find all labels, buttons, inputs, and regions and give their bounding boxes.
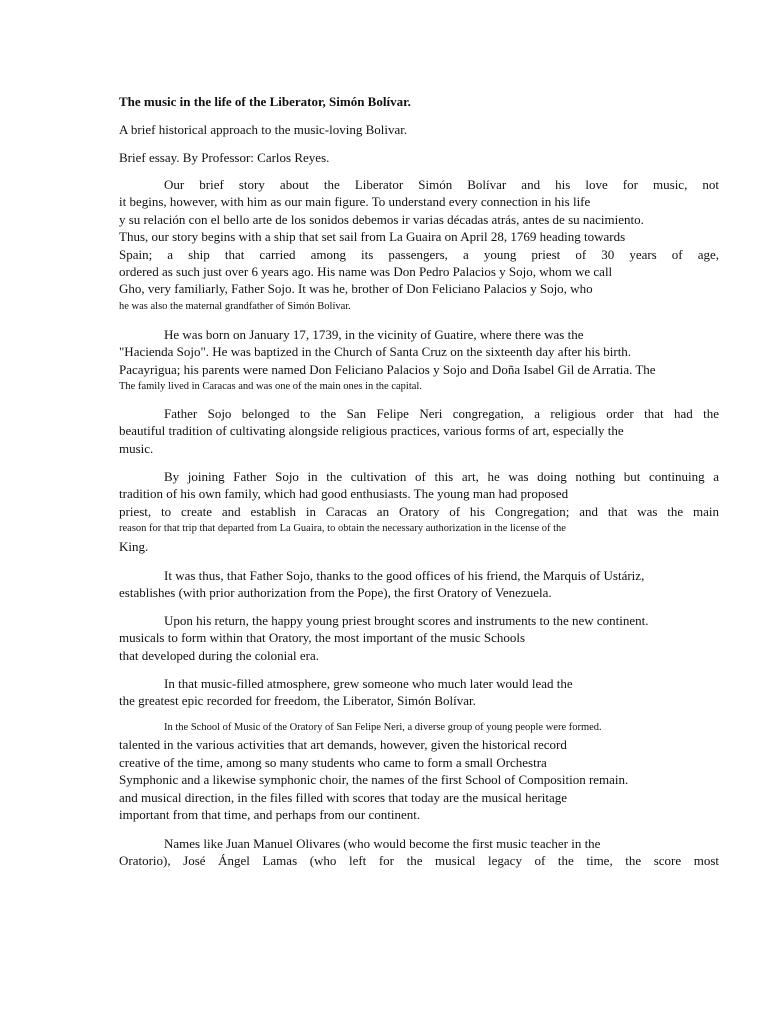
paragraph-line: priest, to create and establish in Caracas an Oratory of his Congregation; and that was the main bbox=[119, 503, 719, 519]
paragraph-line: establishes (with prior authorization from the Pope), the first Oratory of Venezuela. bbox=[119, 585, 552, 601]
byline-block bbox=[119, 149, 719, 166]
paragraph-line: Father Sojo belonged to the San Felipe Neri congregation, a religious order that had the bbox=[164, 406, 719, 421]
paragraph-line: The family lived in Caracas and was one of the main ones in the capital. bbox=[119, 381, 422, 393]
document-byline: Brief essay. By Professor: Carlos Reyes. bbox=[119, 150, 330, 165]
paragraph-line: y su relación con el bello arte de los sonidos debemos ir varias décadas atrás, antes de su nacimiento. bbox=[119, 211, 644, 227]
paragraph-line: Oratorio), José Ángel Lamas (who left for the musical legacy of the time, the score most bbox=[119, 853, 719, 869]
paragraph-line: "Hacienda Sojo". He was baptized in the Church of Santa Cruz on the sixteenth day after his birth. bbox=[119, 344, 632, 360]
paragraph-line: the greatest epic recorded for freedom, the Liberator, Simón Bolívar. bbox=[119, 693, 476, 709]
paragraph-line: Our brief story about the Liberator Simón Bolívar and his love for music, not bbox=[164, 177, 719, 192]
paragraph-line: By joining Father Sojo in the cultivation of this art, he was doing nothing but continuing a bbox=[164, 469, 719, 484]
subtitle-block bbox=[119, 121, 719, 138]
paragraph-line: important from that time, and perhaps from our continent. bbox=[119, 807, 421, 823]
paragraph-line: Pacayrigua; his parents were named Don Feliciano Palacios y Sojo and Doña Isabel Gil de Arratia. The bbox=[119, 361, 656, 377]
paragraph-line: it begins, however, with him as our main figure. To understand every connection in his life bbox=[119, 194, 591, 210]
paragraph-line: Thus, our story begins with a ship that set sail from La Guaira on April 28, 1769 heading towards bbox=[119, 229, 626, 245]
paragraph-line: musicals to form within that Oratory, the most important of the music Schools bbox=[119, 630, 526, 646]
paragraph-5 bbox=[119, 567, 719, 602]
paragraph-line: talented in the various activities that art demands, however, given the historical record bbox=[119, 737, 567, 753]
paragraph-line: In the School of Music of the Oratory of San Felipe Neri, a diverse group of young people were formed. bbox=[164, 722, 602, 733]
paragraph-line: beautiful tradition of cultivating alongside religious practices, various forms of art, especially the bbox=[119, 423, 624, 439]
paragraph-line: he was also the maternal grandfather of Simón Bolívar. bbox=[119, 300, 351, 312]
paragraph-line: Names like Juan Manuel Olivares (who would become the first music teacher in the bbox=[164, 836, 601, 851]
paragraph-line: reason for that trip that departed from La Guaira, to obtain the necessary authorization in the license of the bbox=[119, 523, 566, 535]
paragraph-2 bbox=[119, 326, 719, 396]
paragraph-line: Symphonic and a likewise symphonic choir, the names of the first School of Composition remain. bbox=[119, 772, 629, 788]
paragraph-line: He was born on January 17, 1739, in the vicinity of Guatire, where there was the bbox=[164, 327, 584, 342]
paragraph-line: It was thus, that Father Sojo, thanks to the good offices of his friend, the Marquis of Ustáriz, bbox=[164, 568, 645, 583]
paragraph-4 bbox=[119, 468, 719, 555]
paragraph-6 bbox=[119, 612, 719, 664]
paragraph-line: In that music-filled atmosphere, grew someone who much later would lead the bbox=[164, 676, 573, 691]
document-header bbox=[119, 93, 719, 110]
paragraph-7 bbox=[119, 675, 719, 710]
paragraph-line: creative of the time, among so many students who came to form a small Orchestra bbox=[119, 754, 547, 770]
paragraph-line: tradition of his own family, which had good enthusiasts. The young man had proposed bbox=[119, 486, 569, 502]
paragraph-9 bbox=[119, 835, 719, 870]
paragraph-8 bbox=[119, 719, 719, 823]
document-title: The music in the life of the Liberator, Simón Bolívar. bbox=[119, 94, 411, 109]
paragraph-line: Spain; a ship that carried among its passengers, a young priest of 30 years of age, bbox=[119, 246, 719, 262]
paragraph-line: and musical direction, in the files filled with scores that today are the musical heritage bbox=[119, 789, 567, 805]
paragraph-3 bbox=[119, 405, 719, 457]
paragraph-line: ordered as such just over 6 years ago. His name was Don Pedro Palacios y Sojo, whom we call bbox=[119, 264, 613, 280]
document-subtitle: A brief historical approach to the music-loving Bolivar. bbox=[119, 122, 408, 137]
paragraph-line: that developed during the colonial era. bbox=[119, 647, 319, 663]
paragraph-1 bbox=[119, 176, 719, 315]
paragraph-line: music. bbox=[119, 440, 154, 456]
paragraph-line: King. bbox=[119, 538, 149, 554]
paragraph-line: Gho, very familiarly, Father Sojo. It was he, brother of Don Feliciano Palacios y Sojo, who bbox=[119, 281, 593, 297]
paragraph-line: Upon his return, the happy young priest brought scores and instruments to the new continent. bbox=[164, 613, 649, 628]
